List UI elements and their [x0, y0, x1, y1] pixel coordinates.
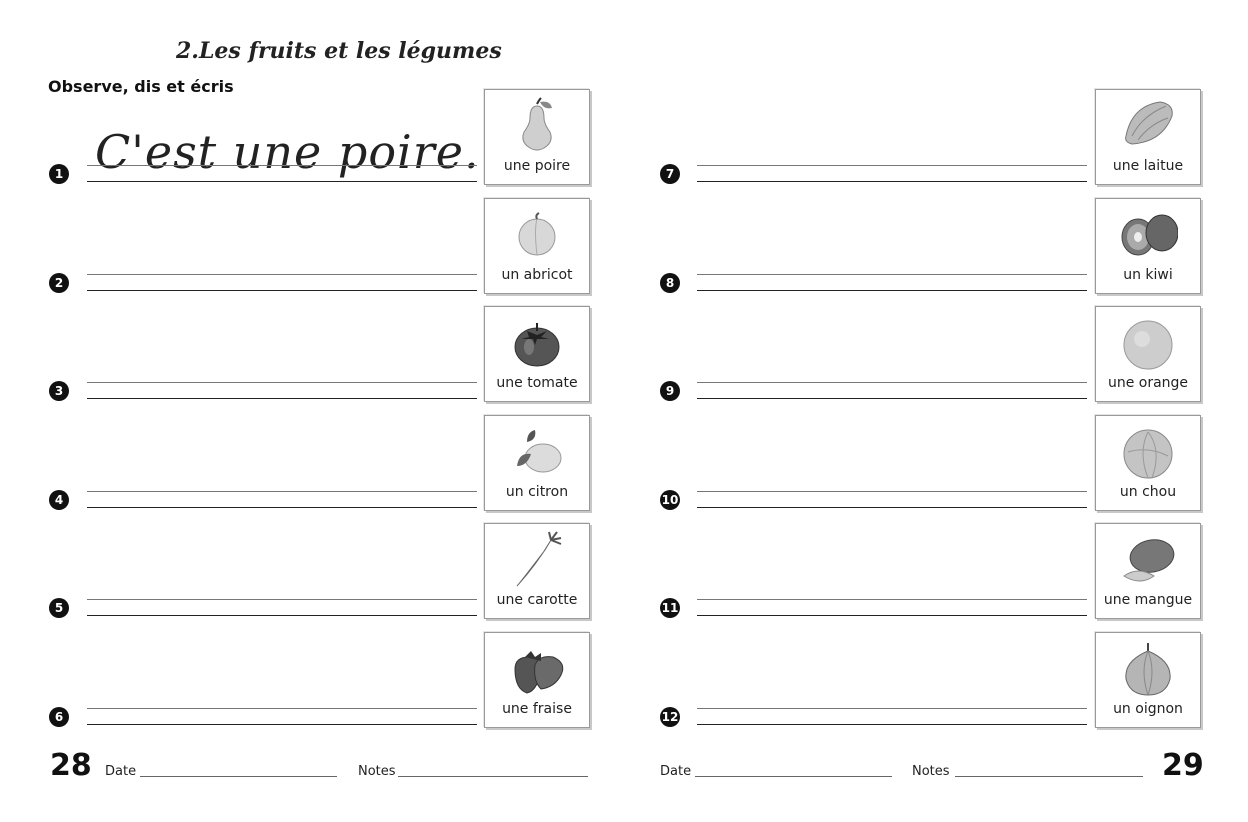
item-number: 3	[49, 381, 69, 401]
writing-guide-line	[87, 382, 477, 383]
picture-card	[1095, 632, 1201, 728]
writing-line[interactable]	[697, 615, 1087, 616]
picture-label: une orange	[1107, 375, 1189, 391]
item-number: 2	[49, 273, 69, 293]
writing-line[interactable]	[697, 398, 1087, 399]
notes-line-right[interactable]	[955, 776, 1143, 777]
picture-card	[484, 198, 590, 294]
picture-card	[1095, 306, 1201, 402]
page-number-right: 29	[1162, 748, 1204, 783]
writing-guide-line	[697, 708, 1087, 709]
writing-guide-line	[87, 599, 477, 600]
writing-guide-line	[697, 491, 1087, 492]
writing-guide-line	[697, 165, 1087, 166]
picture-label: un chou	[1119, 483, 1177, 500]
writing-guide-line	[697, 382, 1087, 383]
writing-line[interactable]	[87, 724, 477, 725]
writing-guide-line	[697, 599, 1087, 600]
picture-label: un citron	[505, 483, 569, 500]
picture-label: une fraise	[502, 700, 572, 717]
item-number: 6	[49, 707, 69, 727]
picture-label: un abricot	[501, 266, 573, 283]
item-number: 10	[660, 490, 680, 510]
picture-card	[1095, 89, 1201, 185]
item-number: 1	[49, 164, 69, 184]
item-number: 5	[49, 598, 69, 618]
item-number: 7	[660, 164, 680, 184]
notes-label-left: Notes	[358, 764, 396, 779]
writing-line[interactable]	[697, 507, 1087, 508]
writing-line[interactable]	[697, 724, 1087, 725]
page-number-left: 28	[50, 748, 92, 783]
picture-card	[484, 306, 590, 402]
writing-line[interactable]	[697, 181, 1087, 182]
picture-label: une poire	[503, 158, 571, 174]
notes-line-left[interactable]	[398, 776, 588, 777]
picture-card	[484, 415, 590, 511]
writing-line[interactable]	[87, 181, 477, 182]
item-number: 9	[660, 381, 680, 401]
writing-guide-line	[87, 708, 477, 709]
item-number: 4	[49, 490, 69, 510]
picture-label: un kiwi	[1123, 266, 1173, 283]
date-label-left: Date	[105, 764, 137, 779]
page-title: 2.Les fruits et les légumes	[176, 38, 502, 64]
picture-card	[1095, 523, 1201, 619]
picture-card	[484, 89, 590, 185]
example-sentence: C'est une poire.	[95, 125, 480, 179]
item-number: 12	[660, 707, 680, 727]
writing-guide-line	[87, 165, 477, 166]
picture-label: une tomate	[496, 375, 578, 391]
writing-guide-line	[87, 491, 477, 492]
picture-label: une carotte	[496, 592, 578, 608]
date-line-right[interactable]	[695, 776, 892, 777]
writing-line[interactable]	[87, 398, 477, 399]
writing-line[interactable]	[697, 290, 1087, 291]
item-number: 11	[660, 598, 680, 618]
writing-line[interactable]	[87, 507, 477, 508]
date-label-right: Date	[660, 764, 692, 779]
picture-label: un oignon	[1113, 700, 1183, 717]
notes-label-right: Notes	[912, 764, 950, 779]
writing-line[interactable]	[87, 615, 477, 616]
writing-guide-line	[697, 274, 1087, 275]
picture-card	[484, 523, 590, 619]
date-line-left[interactable]	[140, 776, 337, 777]
item-number: 8	[660, 273, 680, 293]
picture-label: une laitue	[1112, 158, 1184, 174]
instruction-text: Observe, dis et écris	[48, 77, 234, 96]
writing-guide-line	[87, 274, 477, 275]
picture-card	[484, 632, 590, 728]
picture-card	[1095, 198, 1201, 294]
picture-label: une mangue	[1103, 592, 1193, 608]
picture-card	[1095, 415, 1201, 511]
writing-line[interactable]	[87, 290, 477, 291]
